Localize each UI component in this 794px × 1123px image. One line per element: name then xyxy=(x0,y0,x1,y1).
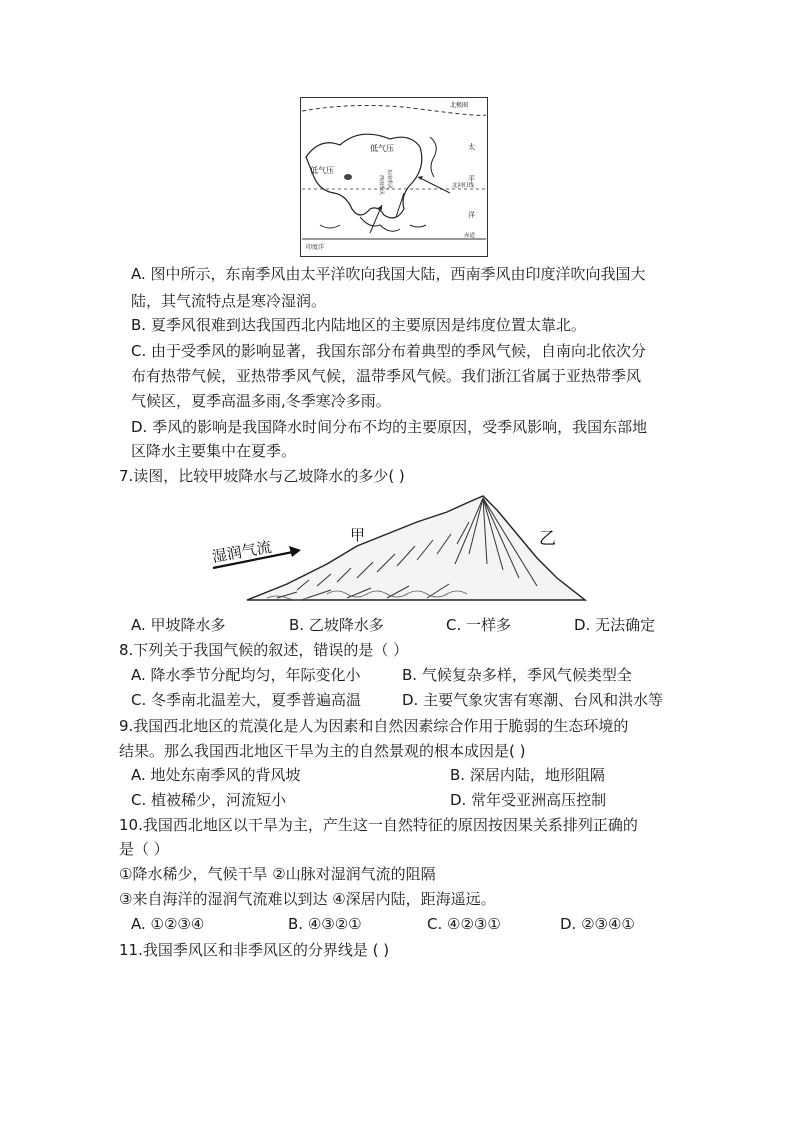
q9-stem-line1: 9.我国西北地区的荒漠化是人为因素和自然因素综合作用于脆弱的生态环境的 xyxy=(119,717,629,735)
slope-jia-label: 甲 xyxy=(350,526,366,544)
q6-option-b: B. 夏季风很难到达我国西北内陆地区的主要原因是纬度位置太靠北。 xyxy=(131,316,586,334)
q10-option-c[interactable]: C. ④②③① xyxy=(427,915,501,933)
q8-option-a[interactable]: A. 降水季节分配均匀，年际变化小 xyxy=(131,666,361,684)
low-pressure-label-1: 低气压 xyxy=(370,144,394,153)
q6-option-d-line1: D. 季风的影响是我国降水时间分布不均的主要原因，受季风影响，我国东部地 xyxy=(131,418,648,436)
q7-stem: 7.读图，比较甲坡降水与乙坡降水的多少( ) xyxy=(119,467,405,485)
se-monsoon-label: 东南季风 xyxy=(386,169,392,190)
q6-option-c-line2: 布有热带气候，亚热带季风气候，温带季风气候。我们浙江省属于亚热带季风 xyxy=(131,367,642,385)
q6-option-d-line2: 区降水主要集中在夏季。 xyxy=(131,442,297,460)
q7-option-b[interactable]: B. 乙坡降水多 xyxy=(289,616,384,634)
moist-airflow-label: 湿润气流 xyxy=(210,537,273,566)
q9-stem-line2: 结果。那么我国西北地区干旱为主的自然景观的根本成因是( ) xyxy=(119,742,526,760)
q8-stem: 8.下列关于我国气候的叙述，错误的是（ ） xyxy=(119,641,409,659)
q6-option-a-line1: A. 图中所示，东南季风由太平洋吹向我国大陆，西南季风由印度洋吹向我国大 xyxy=(131,265,646,283)
q9-option-b[interactable]: B. 深居内陆，地形阻隔 xyxy=(450,766,605,784)
slope-yi-label: 乙 xyxy=(539,529,556,549)
q10-items-line2: ③来自海洋的湿润气流难以到达 ④深居内陆，距海遥远。 xyxy=(119,890,496,908)
monsoon-map-figure xyxy=(300,97,488,257)
q10-stem-line2: 是（ ） xyxy=(119,840,169,858)
q8-option-d[interactable]: D. 主要气象灾害有寒潮、台风和洪水等 xyxy=(402,691,664,709)
pacific-label-2: 平 xyxy=(468,175,475,183)
q8-option-c[interactable]: C. 冬季南北温差大，夏季普遍高温 xyxy=(131,691,362,709)
q10-option-d[interactable]: D. ②③④① xyxy=(560,915,635,933)
pacific-label-3: 洋 xyxy=(468,211,475,219)
q6-option-c-line3: 气候区，夏季高温多雨,冬季寒冷多雨。 xyxy=(131,392,391,410)
low-pressure-label-2: 低气压 xyxy=(310,166,334,175)
q7-option-c[interactable]: C. 一样多 xyxy=(446,616,512,634)
q9-option-a[interactable]: A. 地处东南季风的背风坡 xyxy=(131,766,301,784)
sw-monsoon-label: 西南季风 xyxy=(378,175,384,196)
tropic-label: 北回归线 xyxy=(452,183,475,189)
q10-items-line1: ①降水稀少，气候干旱 ②山脉对湿润气流的阻隔 xyxy=(119,865,436,883)
q10-stem-line1: 10.我国西北地区以干旱为主，产生这一自然特征的原因按因果关系排列正确的 xyxy=(119,816,638,834)
equator-label: 赤道 xyxy=(464,233,476,239)
q9-option-d[interactable]: D. 常年受亚洲高压控制 xyxy=(450,791,607,809)
q7-option-d[interactable]: D. 无法确定 xyxy=(574,616,656,634)
q11-stem: 11.我国季风区和非季风区的分界线是 ( ) xyxy=(119,941,390,959)
mountain-slope-figure xyxy=(207,494,587,604)
indian-ocean-label: 印度洋 xyxy=(306,244,325,251)
q6-option-a-line2: 陆，其气流特点是寒冷湿润。 xyxy=(131,292,327,310)
q7-option-a[interactable]: A. 甲坡降水多 xyxy=(131,616,226,634)
q8-option-b[interactable]: B. 气候复杂多样，季风气候类型全 xyxy=(402,666,632,684)
q10-option-a[interactable]: A. ①②③④ xyxy=(131,915,205,933)
q9-option-c[interactable]: C. 植被稀少，河流短小 xyxy=(131,791,287,809)
pacific-label-1: 太 xyxy=(468,143,475,151)
arctic-circle-label: 北极圈 xyxy=(450,102,469,109)
q6-option-c-line1: C. 由于受季风的影响显著，我国东部分布着典型的季风气候，自南向北依次分 xyxy=(131,342,647,360)
q10-option-b[interactable]: B. ④③②① xyxy=(288,915,362,933)
